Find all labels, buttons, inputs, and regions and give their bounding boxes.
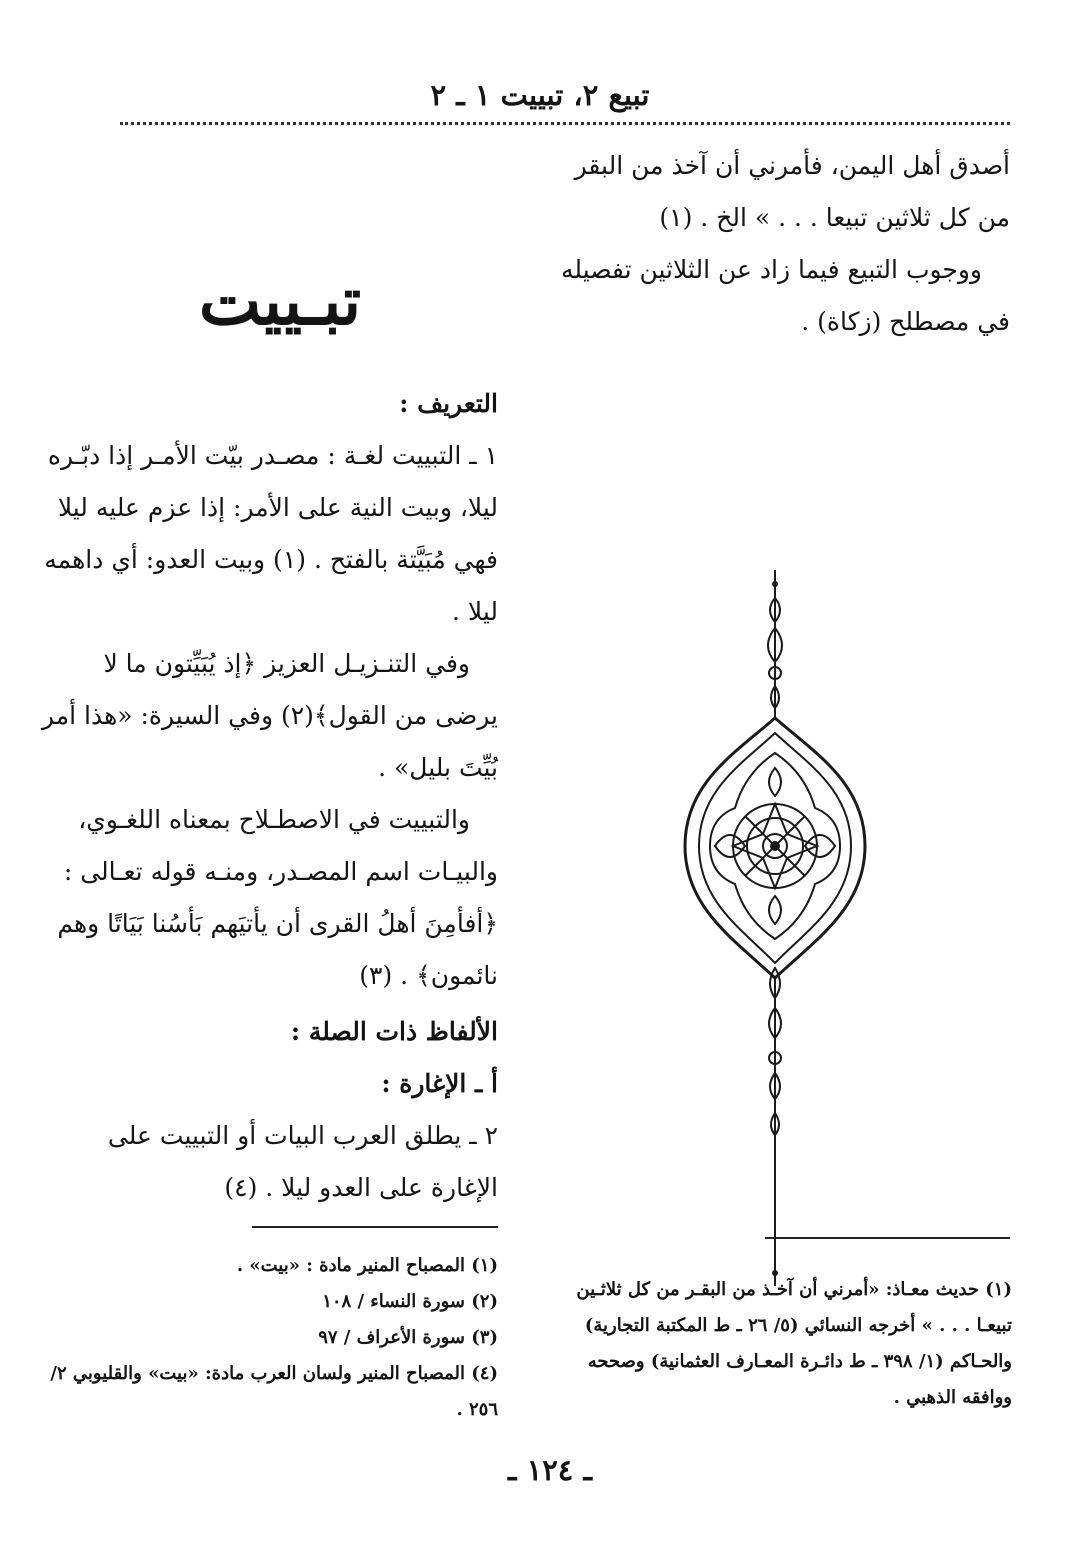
footnote-left-1: (١) المصباح المنير مادة : «بيت» . [236,1255,498,1276]
footnote-left-4: (٤) المصباح المنير ولسان العرب مادة: «بيت» والقليوبي ٢/ ٢٥٦ . [50,1363,498,1420]
definition-paragraph-1: ١ ـ التبييت لغـة : مصـدر بيّت الأمـر إذا دبّـره ليلا، وبيت النية على الأمر: إذا عزم عليه ليلا فهي مُبَيَّتة بالفتح . (١) وبيت العدو: أي داهمه ليلا . [44,441,498,626]
header-dotted-rule [120,122,1010,125]
page-number: ـ ١٢٤ ـ [508,1453,592,1487]
footnotes-right [560,1272,1012,1416]
footnotes-left [40,1248,498,1428]
definition-paragraph-2: وفي التنـزيـل العزيز ﴿إذ يُبَيِّتون ما لا يرضى من القول﴾(٢) وفي السيرة: «هذا أمر بُيِّتَ بليل» . [41,649,498,782]
footnote-left-2: (٢) سورة النساء / ١٠٨ [322,1291,498,1312]
subheading-ighara: أ ـ الإغارة : [381,1069,498,1098]
arabesque-ornament-icon [675,568,875,1288]
footnote-rule-right [765,1237,1010,1239]
right-paragraph-1: أصدق أهل اليمن، فأمرني أن آخذ من البقر من كل ثلاثين تبيعا . . . » الخ . (١) [574,151,1010,232]
footnote-rule-left [252,1226,498,1228]
footnote-left-3: (٣) سورة الأعراف / ٩٧ [318,1327,498,1348]
definition-paragraph-3: والتبييت في الاصطـلاح بمعناه اللغـوي، والبيـات اسم المصـدر، ومنـه قوله تعـالى : ﴿أفأمِنَ أهلُ القرى أن يأتيَهم بَأسُنا بَيَاتًا وهم نائمون﴾ . (٣) [57,805,498,990]
running-title: تبيع ٢، تبييت ١ ـ ٢ [430,78,650,112]
definition-heading: التعريف : [399,389,498,418]
left-column [40,378,498,1214]
section-title: تبـييت [198,262,362,340]
right-paragraph-2: ووجوب التبيع فيما زاد عن الثلاثين تفصيله في مصطلح (زكاة) . [561,255,1010,336]
ighara-paragraph: ٢ ـ يطلق العرب البيات أو التبييت على الإغارة على العدو ليلا . (٤) [107,1121,498,1202]
footnote-right-1: (١) حديث معـاذ: «أمرني أن آخـذ من البقـر من كل ثلاثـين تبيعـا . . . » أخرجه النسائي (٥/ ٢٦ ـ ط المكتبة التجارية) والحـاكم (١/ ٣٩٨ ـ ط دائـرة المعـارف العثمانية) وصححه ووافقه الذهبي . [576,1279,1012,1408]
right-column [555,140,1010,348]
related-terms-heading: الألفاظ ذات الصلة : [290,1017,498,1046]
